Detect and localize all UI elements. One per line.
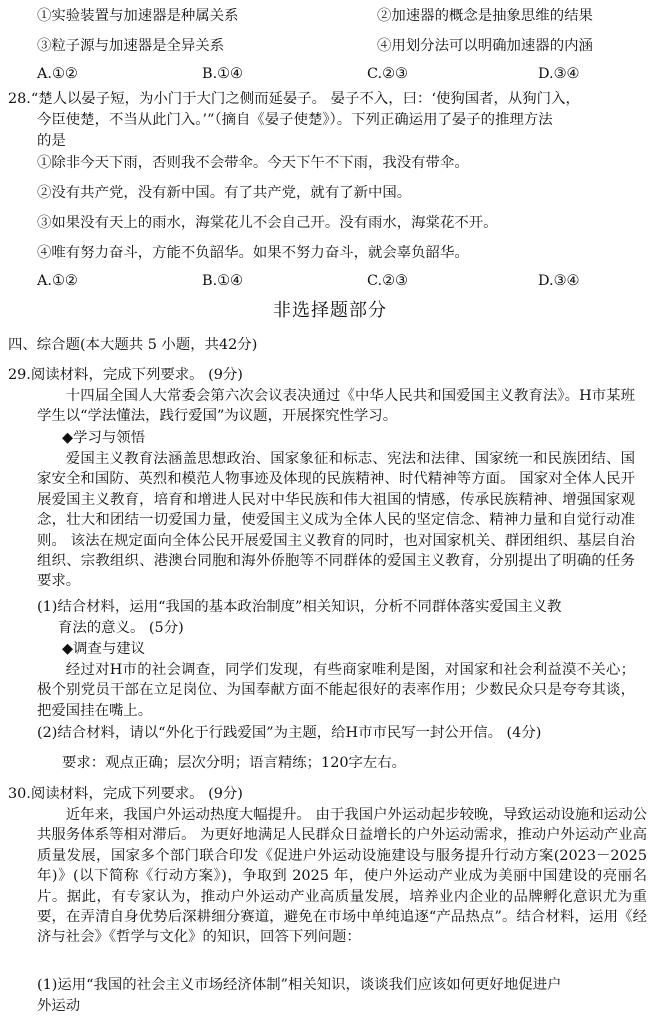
- q28-statement-4: ④唯有努力奋斗，方能不负韶华。如果不努力奋斗，就会辜负韶华。: [37, 245, 469, 261]
- q30-heading: 30.阅读材料，完成下列要求。 (9分): [8, 786, 243, 802]
- section-title: 非选择题部分: [273, 300, 387, 321]
- q29-requirements: 要求：观点正确；层次分明；语言精练；120字左右。: [62, 755, 407, 771]
- q28-stem-line-3: 的是: [37, 133, 66, 149]
- part-four-heading: 四、综合题(本大题共 5 小题，共42分): [8, 337, 258, 353]
- q29-question-1-line-1: (1)结合材料，运用“我国的基本政治制度”相关知识，分析不同群体落实爱国主义教: [37, 599, 562, 615]
- q29-material-paragraph-2: 经过对H市的社会调查，同学们发现，有些商家唯利是图，对国家和社会利益漠不关心；极个别党员干部在立足岗位、为国奉献方面不能起很好的表率作用；少数民众只是夸夸其谈，把爱国挂在嘴上。: [37, 662, 635, 719]
- q28-option-d: D.③④: [538, 273, 580, 289]
- q27-option-c: C.②③: [367, 66, 408, 82]
- q27-statement-4: ④用划分法可以明确加速器的内涵: [377, 38, 593, 54]
- q27-statement-3: ③粒子源与加速器是全异关系: [37, 38, 225, 54]
- q28-stem-line-1: 28.“楚人以晏子短，为小门于大门之侧而延晏子。 晏子不入，曰：‘使狗国者，从狗门入，: [8, 91, 580, 107]
- q29-question-1-line-2: 育法的意义。 (5分): [58, 620, 184, 636]
- q28-statement-1: ①除非今天下雨，否则我不会带伞。今天下午不下雨，我没有带伞。: [37, 155, 469, 171]
- q27-statement-2: ②加速器的概念是抽象思维的结果: [377, 8, 593, 24]
- q28-statement-2: ②没有共产党，没有新中国。有了共产党，就有了新中国。: [37, 185, 412, 201]
- q28-option-a: A.①②: [37, 273, 78, 289]
- q28-option-c: C.②③: [367, 273, 408, 289]
- q29-subheading-survey: ◆调查与建议: [62, 641, 146, 657]
- q28-option-b: B.①④: [202, 273, 243, 289]
- q28-stem-line-2: 今臣使楚，不当从此门入。’”（摘自《晏子使楚》）。下列正确运用了晏子的推理方法: [37, 112, 553, 128]
- q29-material-paragraph-1: 爱国主义教育法涵盖思想政治、国家象征和标志、宪法和法律、国家统一和民族团结、国家安全和国防、英烈和模范人物事迹及体现的民族精神、时代精神等方面。 国家对全体人民开展爱国主义教育，培育和增进人民对中华民族和伟大祖国的情感，传承民族精神、增强国家观念，壮大和团结一切爱国力量，使爱国主义成为全体人民的坚定信念、精神力量和自觉行动准则。 该法在规定面向全体公民开展爱国主义教育的同时，也对国家机关、群团组织、基层自治组织、宗教组织、港澳台同胞和海外侨胞等不同群体的爱国主义教育，分别提出了明确的任务要求。: [37, 451, 635, 590]
- q29-question-2: (2)结合材料，请以“外化于行践爱国”为主题，给H市市民写一封公开信。 (4分): [37, 725, 542, 741]
- q29-intro: 十四届全国人大常委会第六次会议表决通过《中华人民共和国爱国主义教育法》。H市某班学生以“学法懂法，践行爱国”为议题，开展探究性学习。: [37, 388, 635, 425]
- q27-statement-1: ①实验装置与加速器是种属关系: [37, 8, 239, 24]
- q30-question-1-line-1: (1)运用“我国的社会主义市场经济体制”相关知识，谈谈我们应该如何更好地促进户: [37, 977, 562, 993]
- q29-subheading-study: ◆学习与领悟: [62, 430, 146, 446]
- q29-heading: 29.阅读材料，完成下列要求。 (9分): [8, 367, 243, 383]
- q27-option-a: A.①②: [37, 66, 78, 82]
- q28-statement-3: ③如果没有天上的雨水，海棠花儿不会自己开。没有雨水，海棠花不开。: [37, 215, 498, 231]
- q30-material-paragraph: 近年来，我国户外运动热度大幅提升。 由于我国户外运动起步较晚，导致运动设施和运动公共服务体系等相对滞后。 为更好地满足人民群众日益增长的户外运动需求，推动户外运动产业高质量发展，国家多个部门联合印发《促进户外运动设施建设与服务提升行动方案(2023－2025年)》(以下简称《行动方案》)，争取到 2025 年，使户外运动产业成为美丽中国建设的亮丽名片。据此，有专家认为，推动户外运动产业高质量发展，培养业内企业的品牌孵化意识尤为重要，在弄清自身优势后深耕细分赛道，避免在市场中单纯追逐“产品热点”。结合材料，运用《经济与社会》《哲学与文化》的知识，回答下列问题：: [37, 807, 647, 946]
- q30-question-1-line-2: 外运动: [37, 998, 81, 1014]
- q27-option-d: D.③④: [538, 66, 580, 82]
- q27-option-b: B.①④: [202, 66, 243, 82]
